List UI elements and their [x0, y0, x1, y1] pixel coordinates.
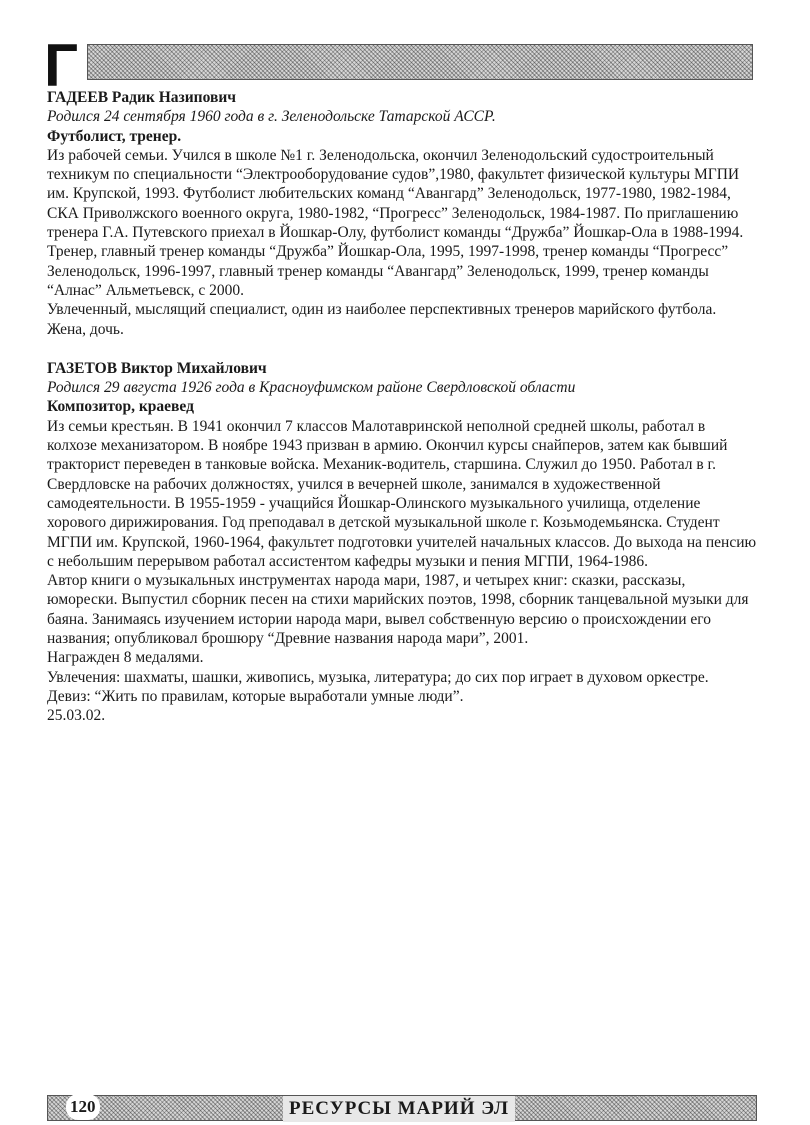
birth-info: Родился 29 августа 1926 года в Красноуфимском районе Свердловской области	[47, 379, 576, 397]
person-name: ГАДЕЕВ Радик Назипович	[47, 89, 237, 106]
paragraph: Увлечения: шахматы, шашки, живопись, музыка, литература; до сих пор играет в духовом оркестре.	[47, 668, 709, 686]
paragraph: Девиз: “Жить по правилам, которые выработали умные люди”.	[47, 687, 464, 705]
paragraph: Увлеченный, мыслящий специалист, один из наиболее перспективных тренеров марийского футбола.	[47, 301, 717, 319]
paragraph: 25.03.02.	[47, 707, 106, 725]
paragraph: Жена, дочь.	[47, 320, 124, 338]
profession: Футболист, тренер.	[47, 127, 182, 145]
profession: Композитор, краевед	[47, 398, 194, 416]
biography-entry	[47, 359, 757, 726]
page-body	[47, 88, 757, 726]
biography-entry	[47, 88, 757, 339]
page-number: 120	[66, 1094, 100, 1120]
paragraph: Из семьи крестьян. В 1941 окончил 7 классов Малотавринской неполной средней школы, работал в колхозе механизатором. В ноябре 1943 призван в армию. Окончил курсы снайперов, затем как бывший тракторист переведен в танковые войска. Механик-водитель, старшина. Служил до 1950. Работал в г. Свердловске на рабочих должностях, учился в вечерней школе, занимался в художественной самодеятельности. В 1955-1959 - учащийся Йошкар-Олинского музыкального училища, отделение хорового дирижирования. Год преподавал в детской музыкальной школе г. Козьмодемьянска. Студент МГПИ им. Крупской, 1960-1964, факультет подготовки учителей начальных классов. До выхода на пенсию с небольшим перерывом работал ассистентом кафедры музыки и пения МГПИ, 1964-1986.	[47, 417, 757, 570]
birth-info: Родился 24 сентября 1960 года в г. Зеленодольске Татарской АССР.	[47, 108, 496, 126]
footer-band	[47, 1095, 757, 1121]
person-name: ГАЗЕТОВ Виктор Михайлович	[47, 359, 267, 377]
footer-title: РЕСУРСЫ МАРИЙ ЭЛ	[283, 1096, 515, 1122]
paragraph: Автор книги о музыкальных инструментах народа мари, 1987, и четырех книг: сказки, рассказы, юморески. Выпустил сборник песен на стихи марийских поэтов, 1998, сборник танцевальной музыки для баяна. Занимаясь изучением истории народа мари, вывел собственную версию о происхождении его названия; опубликовал брошюру “Древние названия народа мари”, 2001.	[47, 572, 749, 648]
paragraph: Награжден 8 медалями.	[47, 649, 204, 667]
section-letter: Г	[44, 32, 79, 99]
header-band	[87, 44, 753, 80]
paragraph: Из рабочей семьи. Учился в школе №1 г. Зеленодольска, окончил Зеленодольский судостроительный техникум по специальности “Электрооборудование судов”,1980, факультет физической культуры МГПИ им. Крупской, 1993. Футболист любительских команд “Авангард” Зеленодольск, 1977-1980, 1982-1984, СКА Приволжского военного округа, 1980-1982, “Прогресс” Зеленодольск, 1984-1987. По приглашению тренера Г.А. Путевского приехал в Йошкар-Олу, футболист команды “Дружба” Йошкар-Ола в 1988-1994. Тренер, главный тренер команды “Дружба” Йошкар-Ола, 1995, 1997-1998, тренер команды “Прогресс” Зеленодольск, 1996-1997, главный тренер команды “Авангард” Зеленодольск, 1999, тренер команды “Алнас” Альметьевск, с 2000.	[47, 146, 744, 299]
